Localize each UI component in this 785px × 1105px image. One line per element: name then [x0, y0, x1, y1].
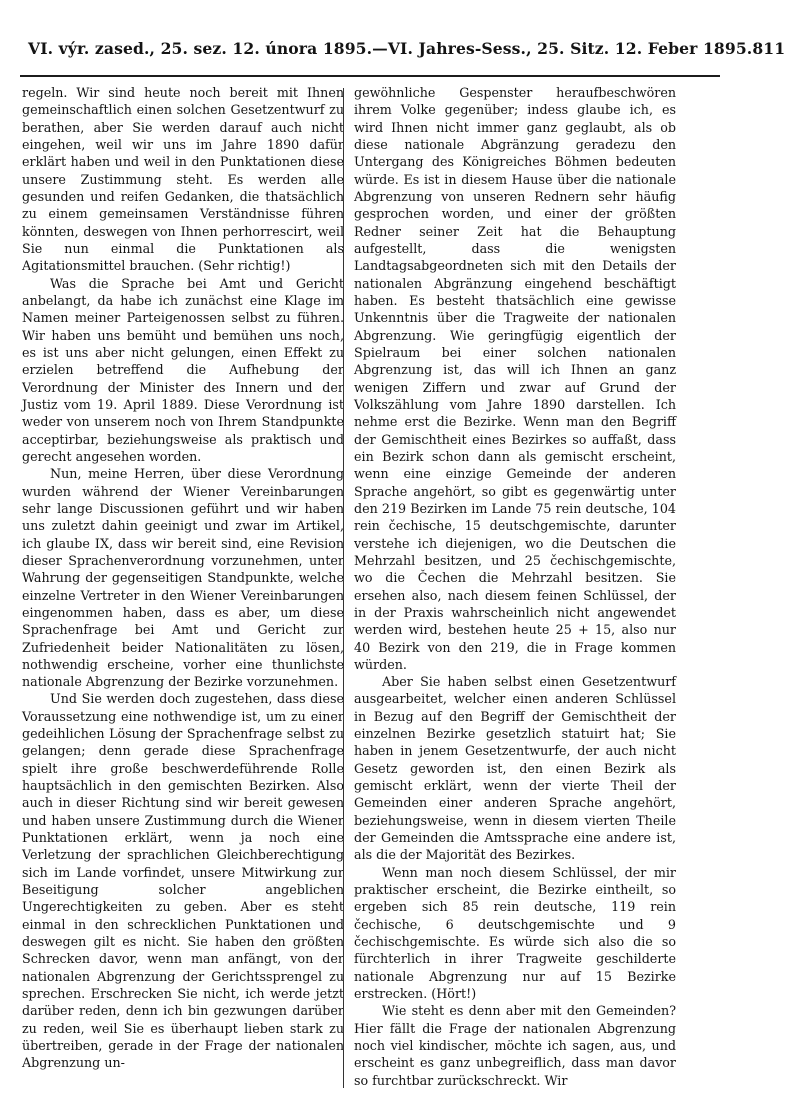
right-column — [354, 84, 676, 1089]
header-rule — [20, 75, 720, 77]
paragraph: Wenn man noch diesem Schlüssel, der mir praktischer erscheint, die Bezirke eintheilt, so ergeben sich 85 rein deutsche, 119 rein čechische, 6 deutschgemischte und 9 čechischgemischte. Es würde sich also die so fürchterlich in ihrer Tragweite geschilderte nationale Abgrenzung nur auf 15 Bezirke erstrecken. (Hört!) — [354, 864, 676, 1002]
paragraph: Und Sie werden doch zugestehen, dass diese Voraussetzung eine nothwendige ist, um zu einer gedeihlichen Lösung der Sprachenfrage selbst zu gelangen; denn gerade diese Sprachenfrage spielt ihre große beschwerdeführende Rolle hauptsächlich in den gemischten Bezirken. Also auch in dieser Richtung sind wir bereit gewesen und haben unsere Zustimmung durch die Wiener Punktationen erklärt, wenn ja noch eine Verletzung der sprachlichen Gleichberechtigung sich im Lande vorfindet, unsere Mitwirkung zur Beseitigung solcher angeblichen Ungerechtigkeiten zu geben. Aber es steht einmal in den schrecklichen Punktationen und deswegen gilt es nicht. Sie haben den größten Schrecken davor, wenn man anfängt, von der nationalen Abgrenzung der Gerichtssprengel zu sprechen. Erschrecken Sie nicht, ich werde jetzt darüber reden, denn ich bin gezwungen darüber zu reden, weil Sie es überhaupt lieben stark zu übertreiben, gerade in der Frage der nationalen Abgrenzung un- — [22, 691, 344, 1071]
paragraph: Aber Sie haben selbst einen Gesetzentwurf ausgearbeitet, welcher einen anderen Schlüssel in Bezug auf den Begriff der Gemischtheit der einzelnen Bezirke gesetzlich statuirt hat; Sie haben in jenem Gesetzentwurfe, der auch nicht Gesetz geworden ist, den einen Bezirk als gemischt erklärt, wenn der vierte Theil der Gemeinden einer anderen Sprache angehört, beziehungsweise, wenn in diesem vierten Theile der Gemeinden die Amtssprache eine andere ist, als die der Majorität des Bezirkes. — [354, 674, 676, 863]
header-separator: — — [372, 38, 388, 58]
column-divider — [343, 88, 344, 1088]
left-column — [22, 84, 344, 1072]
page-number: 811 — [752, 38, 785, 58]
running-header-german: VI. Jahres-Sess., 25. Sitz. 12. Feber 1895. — [387, 38, 753, 58]
paragraph: Wie steht es denn aber mit den Gemeinden? Hier fällt die Frage der nationalen Abgrenzung noch viel kindischer, möchte ich sagen, aus, und erscheint es ganz unbegreiflich, dass man davor so furchtbar zurückschreckt. Wir — [354, 1003, 676, 1088]
paragraph: Nun, meine Herren, über diese Verordnung wurden während der Wiener Vereinbarungen sehr lange Discussionen geführt und wir haben uns zuletzt dahin geeinigt und zwar im Artikel, ich glaube IX, dass wir bereit sind, eine Revision dieser Sprachenverordnung vorzunehmen, unter Wahrung der gegenseitigen Standpunkte, welche einzelne Vertreter in den Wiener Vereinbarungen eingenommen haben, dass es aber, um diese Sprachenfrage bei Amt und Gericht zur Zufriedenheit beider Nationalitäten zu lösen, nothwendig erscheine, vorher eine thunlichste nationale Abgrenzung der Bezirke vorzunehmen. — [22, 466, 344, 690]
paragraph: Was die Sprache bei Amt und Gericht anbelangt, da habe ich zunächst eine Klage im Namen meiner Parteigenossen selbst zu führen. Wir haben uns bemüht und bemühen uns noch, es ist uns aber nicht gelungen, einen Effekt zu erzielen betreffend die Aufhebung der Verordnung der Minister des Innern und der Justiz vom 19. April 1889. Diese Verordnung ist weder von unserem noch von Ihrem Standpunkte acceptirbar, beziehungsweise als praktisch und gerecht angesehen worden. — [22, 275, 344, 464]
running-header-czech: VI. výr. zased., 25. sez. 12. února 1895. — [28, 38, 373, 58]
paragraph: regeln. Wir sind heute noch bereit mit Ihnen gemeinschaftlich einen solchen Gesetzentwurf zu berathen, aber Sie werden darauf auch nicht eingehen, weil wir uns im Jahre 1890 dafür erklärt haben und weil in den Punktationen diese unsere Zustimmung steht. Es werden alle gesunden und reifen Gedanken, die thatsächlich zu einem gemeinsamen Verständnisse führen könnten, deswegen von Ihnen perhorrescirt, weil Sie nun einmal die Punktationen als Agitationsmittel brauchen. (Sehr richtig!) — [22, 85, 344, 274]
running-header — [28, 30, 785, 66]
paragraph: gewöhnliche Gespenster heraufbeschwören ihrem Volke gegenüber; indess glaube ich, es wird Ihnen nicht immer ganz geglaubt, als ob diese nationale Abgränzung geradezu den Untergang des Königreiches Böhmen bedeuten würde. Es ist in diesem Hause über die nationale Abgrenzung von unseren Rednern sehr häufig gesprochen worden, und einer der größten Redner seiner Zeit hat die Behauptung aufgestellt, dass die wenigsten Landtagsabgeordneten sich mit den Details der nationalen Abgränzung eingehend beschäftigt haben. Es besteht thatsächlich eine gewisse Unkenntnis über die Tragweite der nationalen Abgrenzung. Wie geringfügig eigentlich der Spielraum bei einer solchen nationalen Abgrenzung ist, das will ich Ihnen an ganz wenigen Ziffern und zwar auf Grund der Volkszählung vom Jahre 1890 darstellen. Ich nehme erst die Bezirke. Wenn man den Begriff der Gemischtheit eines Bezirkes so auffaßt, dass ein Bezirk schon dann als gemischt erscheint, wenn eine einzige Gemeinde der anderen Sprache angehört, so gibt es gegenwärtig unter den 219 Bezirken im Lande 75 rein deutsche, 104 rein čechische, 15 deutschgemischte, darunter verstehe ich diejenigen, wo die Deutschen die Mehrzahl besitzen, und 25 čechischgemischte, wo die Čechen die Mehrzahl besitzen. Sie ersehen also, nach diesem feinen Schlüssel, der in der Praxis wahrscheinlich nicht angewendet werden wird, bestehen heute 25 + 15, also nur 40 Bezirk von den 219, die in Frage kommen würden. — [354, 85, 676, 672]
